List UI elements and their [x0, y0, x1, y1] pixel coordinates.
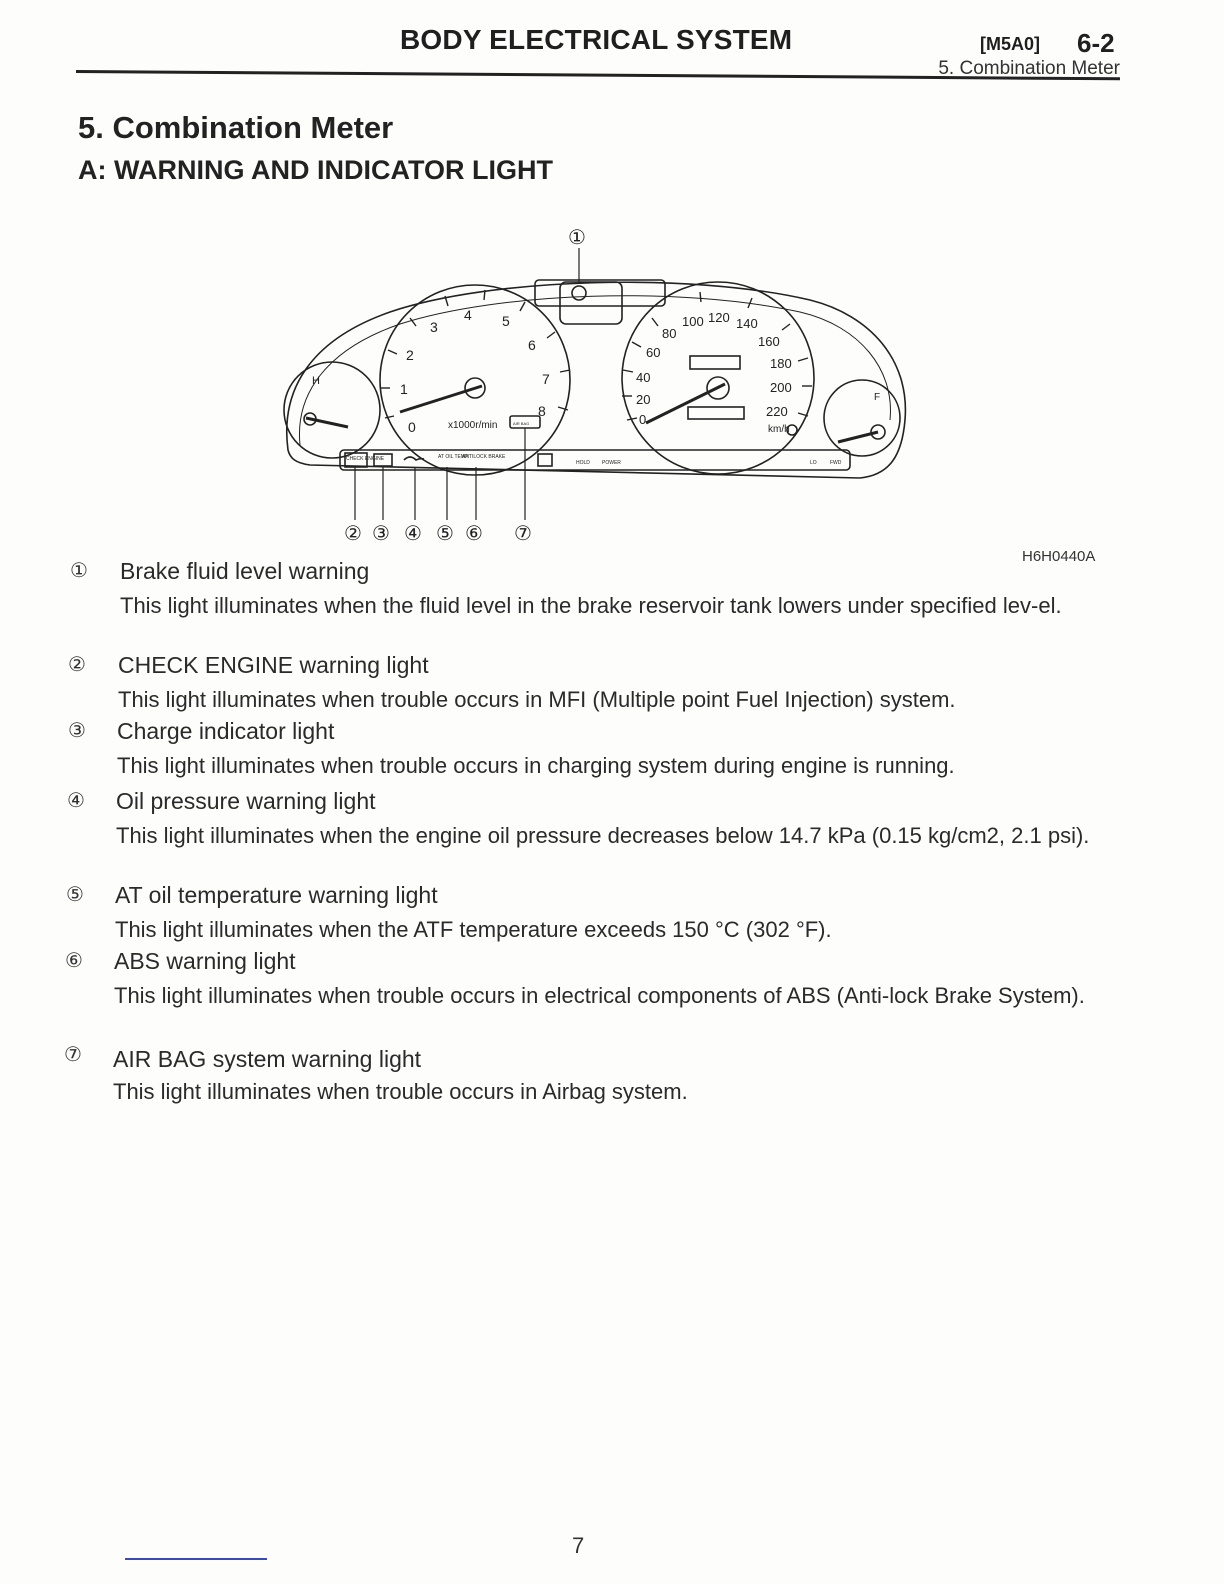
item-title: AIR BAG system warning light — [113, 1046, 422, 1072]
tach-unit: x1000r/min — [448, 420, 498, 431]
temp-gauge — [284, 362, 380, 458]
strip-label: AIR BAG — [513, 421, 530, 426]
callout-2: ② — [344, 521, 362, 545]
strip-label: FWD — [830, 460, 842, 466]
speed-number: 60 — [646, 345, 661, 360]
strip-label: LO — [810, 460, 817, 466]
item-description: This light illuminates when trouble occurs in electrical components of ABS (Anti-lock Brake System). — [114, 983, 1085, 1008]
speed-number: 40 — [636, 370, 651, 385]
item-description: This light illuminates when trouble occurs in MFI (Multiple point Fuel Injection) system. — [118, 687, 956, 712]
callout-4: ④ — [404, 521, 422, 545]
item-title: Charge indicator light — [117, 718, 335, 744]
subsection-title: A: WARNING AND INDICATOR LIGHT — [78, 155, 553, 185]
callout-1: ① — [568, 225, 586, 249]
item-title: AT oil temperature warning light — [115, 882, 438, 908]
tach-number: 4 — [464, 307, 472, 323]
header-code: [M5A0] — [980, 34, 1041, 54]
speed-number: 0 — [639, 412, 647, 427]
speed-needle — [646, 384, 725, 423]
speed-number: 200 — [770, 380, 792, 395]
callout-3: ③ — [372, 521, 390, 545]
page-number: 7 — [572, 1533, 585, 1558]
item-number: ② — [68, 652, 86, 676]
speed-number: 20 — [636, 392, 651, 407]
item-number: ⑥ — [65, 948, 83, 972]
meter-housing-inner — [299, 296, 890, 445]
item-title: CHECK ENGINE warning light — [118, 652, 429, 678]
tach-number: 7 — [542, 371, 550, 387]
odometer — [690, 356, 740, 369]
header-page-number: 6-2 — [1077, 28, 1115, 58]
header-title: BODY ELECTRICAL SYSTEM — [400, 24, 793, 55]
figure-code: H6H0440A — [1022, 548, 1096, 565]
speed-number: 100 — [682, 314, 704, 329]
header-subtitle: 5. Combination Meter — [938, 58, 1120, 79]
fuel-full-label: F — [874, 392, 881, 403]
strip-label: HOLD — [576, 460, 590, 466]
item-number: ④ — [67, 788, 85, 812]
item-description: This light illuminates when the ATF temperature exceeds 150 °C (302 °F). — [115, 917, 832, 942]
callout-7: ⑦ — [514, 521, 532, 545]
callout-6: ⑥ — [465, 521, 483, 545]
defogger-lamp — [538, 454, 552, 466]
combination-meter-figure — [270, 220, 930, 555]
tach-number: 6 — [528, 337, 536, 353]
item-title: Brake fluid level warning — [120, 558, 370, 584]
item-description: This light illuminates when the fluid level in the brake reservoir tank lowers under specified lev-el. — [120, 593, 1062, 618]
fuel-gauge — [824, 380, 900, 456]
speed-number: 140 — [736, 316, 758, 331]
strip-label: AT OIL TEMP — [438, 454, 469, 460]
speed-number: 160 — [758, 334, 780, 349]
item-title: ABS warning light — [114, 948, 296, 974]
item-number: ⑤ — [66, 882, 84, 906]
tach-needle — [400, 386, 482, 412]
brake-warning-box — [560, 282, 622, 324]
tach-number: 1 — [400, 381, 408, 397]
speed-unit: km/h — [768, 424, 790, 435]
item-number: ⑦ — [64, 1042, 82, 1066]
speed-number: 220 — [766, 404, 788, 419]
fuel-needle — [838, 432, 878, 442]
tripmeter — [688, 407, 744, 419]
speed-number: 80 — [662, 326, 677, 341]
item-number: ① — [70, 558, 88, 582]
tach-number: 3 — [430, 319, 438, 335]
strip-label: CHECK ENGINE — [346, 456, 385, 462]
section-title: 5. Combination Meter — [78, 110, 394, 145]
footer-line — [125, 1558, 267, 1560]
speed-number: 120 — [708, 310, 730, 325]
temp-needle — [306, 418, 348, 427]
tach-number: 5 — [502, 313, 510, 329]
item-title: Oil pressure warning light — [116, 788, 376, 814]
tach-number: 2 — [406, 347, 414, 363]
speed-number: 180 — [770, 356, 792, 371]
tach-number: 0 — [408, 419, 416, 435]
brake-warning-icon — [572, 286, 586, 300]
item-number: ③ — [68, 718, 86, 742]
item-description: This light illuminates when the engine oil pressure decreases below 14.7 kPa (0.15 kg/cm2, 2.1 psi). — [116, 823, 1090, 848]
callout-5: ⑤ — [436, 521, 454, 545]
strip-label: POWER — [602, 460, 621, 466]
strip-label: ANTILOCK BRAKE — [462, 454, 506, 460]
item-description: This light illuminates when trouble occurs in Airbag system. — [113, 1079, 688, 1104]
tach-number: 8 — [538, 403, 546, 419]
item-description: This light illuminates when trouble occurs in charging system during engine is running. — [117, 753, 955, 778]
temp-hot-label: H — [312, 375, 320, 387]
